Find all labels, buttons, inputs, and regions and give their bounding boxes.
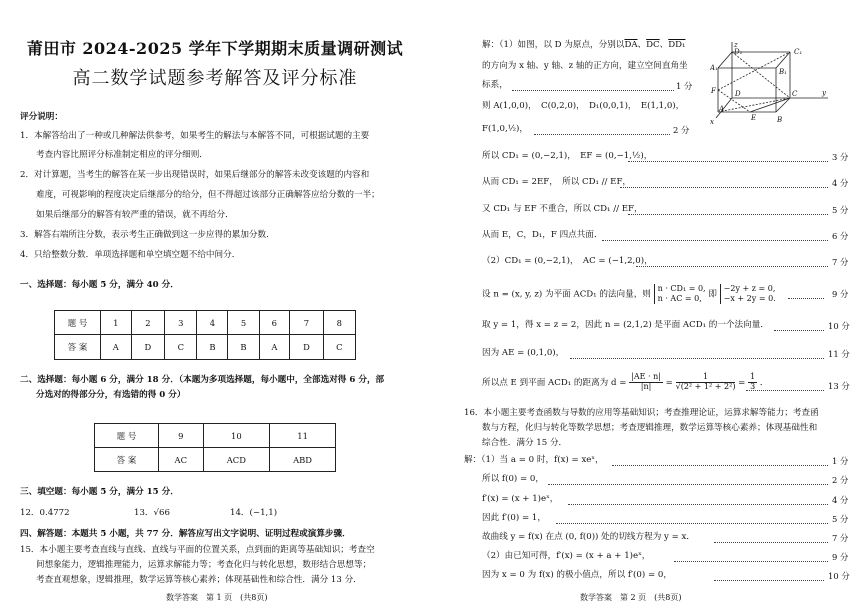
dotted-leader [788, 298, 824, 299]
table-cell: B [228, 335, 259, 360]
score-6: 6 分 [832, 231, 849, 241]
table-cell: 8 [323, 311, 355, 335]
table-cell: B [197, 335, 228, 360]
score-7: 7 分 [832, 257, 849, 267]
page-footer-2: 数学答案 第 2 页 (共8页) [580, 593, 682, 602]
note-line-4: 难度，可视影响的程度决定后继部分的给分，但不得超过该部分正确解答应给分数的一半； [36, 190, 380, 200]
fill-answer-14 [230, 508, 277, 518]
dotted-leader [620, 187, 828, 188]
section-solve-heading: 四、解答题：本题共 5 小题，共 77 分．解答应写出文字说明、证明过程或演算步骤． [20, 529, 351, 539]
fig-label: E [751, 114, 757, 122]
vector-DC: $\overline{DC}$ [646, 40, 660, 50]
table-cell: C [165, 335, 197, 360]
section-choice-heading: 一、选择题：每小题 5 分，满分 40 分． [20, 280, 179, 290]
table-cell: 9 [159, 424, 204, 448]
dotted-leader [774, 330, 824, 331]
table-cell: C [323, 335, 355, 360]
score-13: 13 分 [828, 381, 850, 391]
step-normal-vector: 设 n = (x, y, z) 为平面 ACD₁ 的法向量，则 n · CD₁ = 0, n · AC = 0, 即 −2y + z = 0, −x + 2y = 0. [482, 284, 776, 303]
fill-label: 12． [20, 508, 40, 518]
q15-desc-1: 15．本小题主要考查直线与直线、直线与平面的位置关系，点到面的距离等基础知识；考查空 [20, 545, 375, 555]
table-cell: 6 [259, 311, 290, 335]
q16-score-2: 2 分 [832, 475, 849, 485]
q16-score-1: 1 分 [832, 456, 849, 466]
fill-label: 13． [134, 508, 154, 518]
fig-label: D [735, 90, 741, 98]
table-cell: D [290, 335, 324, 360]
step-coplanar: 从而 E，C，D₁，F 四点共面． [482, 230, 603, 240]
section-fill-heading: 三、填空题：每小题 5 分，满分 15 分． [20, 487, 179, 497]
step-parallel-2: 又 CD₁ 与 EF 不重合，所以 CD₁ // EF， [482, 204, 643, 214]
coord-F: F(1,0,½)， [482, 124, 528, 134]
distance-fraction-1: $\frac{|AE \cdot n|}{|n|}$ [631, 372, 661, 391]
dotted-leader [570, 358, 824, 359]
right-page [452, 0, 860, 608]
table-cell: 2 [131, 311, 165, 335]
dotted-leader [534, 134, 670, 135]
q16-score-7: 7 分 [832, 533, 849, 543]
sol-intro-line-2: 的方向为 x 轴、y 轴、z 轴的正方向，建立空间直角坐 [482, 61, 688, 71]
step-distance: 所以点 E 到平面 ACD₁ 的距离为 d = $\frac{|AE \cdot n|}{|n|}$ = $\frac{1}{\text{√(2² + 1² + 2²)}}$ = $\frac{1}{3}$ ． [482, 372, 769, 391]
fig-label: C₁ [794, 48, 803, 56]
dotted-leader [512, 90, 674, 91]
dotted-leader [714, 580, 824, 581]
dotted-leader [628, 161, 828, 162]
sol-intro-line-1: 解：（1）如图，以 D 为原点，分别以$\overline{DA}$、$\overline{DC}$、DD₁ [482, 40, 686, 50]
fill-value: √66 [153, 508, 170, 518]
score-11: 11 分 [828, 349, 850, 359]
table-row-head: 答 案 [95, 448, 159, 472]
fig-label: B [777, 116, 783, 124]
table-cell: 4 [197, 311, 228, 335]
fig-label: A₁ [710, 64, 718, 72]
multi-answer-table [94, 423, 336, 472]
score-3: 3 分 [832, 152, 849, 162]
note-line-6: 3．解答右端所注分数，表示考生正确做到这一步应得的累加分数． [20, 230, 275, 240]
cuboid-figure [710, 40, 830, 126]
fig-label: z [734, 41, 738, 49]
fill-value: (−1,1) [249, 508, 278, 518]
step-cd1-ef: 所以 CD₁ = (0,−2,1)， EF = (0,−1,½)， [482, 151, 653, 161]
dotted-leader [636, 266, 828, 267]
q16-score-5: 5 分 [832, 514, 849, 524]
table-row-head: 题 号 [95, 424, 159, 448]
table-cell: A [259, 335, 290, 360]
q16-score-10: 10 分 [828, 571, 850, 581]
score-2: 2 分 [673, 125, 690, 135]
equation-system-2: −2y + z = 0, −x + 2y = 0. [720, 284, 776, 304]
table-cell: 1 [101, 311, 132, 335]
table-cell: ABD [270, 448, 336, 472]
q16-desc-3: 综合性．满分 15 分． [482, 438, 568, 448]
coord-line: 则 A(1,0,0)， C(0,2,0)， D₁(0,0,1)， E(1,1,0)， [482, 101, 685, 111]
table-cell: AC [159, 448, 204, 472]
note-line-2: 考查内容比照评分标准制定相应的评分细则． [36, 150, 208, 160]
vector-DD1: DD₁ [668, 40, 686, 50]
q16-score-4: 4 分 [832, 495, 849, 505]
q16-desc-2: 数与方程，化归与转化等数学思想；考查逻辑推理，数学运算等核心素养；体现基础性和 [482, 423, 818, 433]
dotted-leader [556, 523, 828, 524]
q16-desc-1: 16．本小题主要考查函数与导数的应用等基础知识；考查推理论证，运算求解等能力；考查函 [464, 408, 819, 418]
score-9: 9 分 [832, 289, 849, 299]
score-5: 5 分 [832, 205, 849, 215]
table-row-head: 答 案 [55, 335, 101, 360]
notes-heading: 评分说明： [20, 112, 63, 122]
q16-step-10: 因为 x = 0 为 f(x) 的极小值点，所以 f′(0) = 0， [482, 570, 672, 580]
step-vectors-2: （2）CD₁ = (0,−2,1)， AC = (−1,2,0)， [482, 256, 653, 266]
section-multi-heading: 二、选择题：每小题 6 分，满分 18 分．（本题为多项选择题，每小题中，全部选对得 6 分，部 [20, 375, 385, 385]
fig-label: D₁ [734, 48, 743, 56]
fig-label: A [719, 105, 725, 113]
fig-label: x [710, 118, 714, 126]
score-10: 10 分 [828, 321, 850, 331]
table-cell: 10 [203, 424, 270, 448]
exam-title: 莆田市 2024-2025 学年下学期期末质量调研测试 [26, 39, 404, 58]
dotted-leader [628, 214, 828, 215]
table-cell: 7 [290, 311, 324, 335]
fill-value: 0.4772 [39, 508, 70, 518]
note-line-5: 如果后继部分的解答有较严重的错误，就不再给分． [36, 210, 234, 220]
q16-score-9: 9 分 [832, 552, 849, 562]
q15-desc-3: 考查直观想象，逻辑推理，数学运算等核心素养；体现基础性和综合性．满分 13 分． [36, 575, 362, 585]
q16-step-5: 因此 f′(0) = 1， [482, 513, 546, 523]
page-footer-1: 数学答案 第 1 页 (共8页) [166, 593, 268, 602]
table-cell: ACD [203, 448, 270, 472]
q16-step-7: 故曲线 y = f(x) 在点 (0, f(0)) 处的切线方程为 y = x． [482, 532, 695, 542]
vector-DA: $\overline{DA}$ [624, 40, 638, 50]
distance-fraction-3: $\frac{1}{3}$ [750, 372, 756, 391]
dotted-leader [612, 465, 828, 466]
dotted-leader [548, 484, 828, 485]
fig-label: y [822, 89, 826, 97]
fig-label: F [711, 87, 716, 95]
step-ae: 因为 AE = (0,1,0)， [482, 348, 565, 358]
dotted-leader [602, 240, 828, 241]
dotted-leader [674, 561, 828, 562]
q16-step-9: （2）由已知可得，f′(x) = (x + a + 1)eˣ， [482, 551, 651, 561]
table-cell: 11 [270, 424, 336, 448]
table-cell: 3 [165, 311, 197, 335]
dotted-leader [714, 542, 828, 543]
table-cell: 5 [228, 311, 259, 335]
exam-subtitle: 高二数学试题参考解答及评分标准 [72, 68, 358, 89]
q16-step-1: 解：（1）当 a = 0 时，f(x) = xeˣ， [464, 455, 604, 465]
score-4: 4 分 [832, 178, 849, 188]
fill-label: 14． [230, 508, 250, 518]
fill-answer-13 [134, 508, 170, 518]
table-cell: A [101, 335, 132, 360]
step-take-normal: 取 y = 1，得 x = z = 2，因此 n = (2,1,2) 是平面 ACD₁ 的一个法向量． [482, 320, 769, 330]
sol-intro-line-3: 标系， [482, 80, 508, 90]
dotted-leader [746, 390, 824, 391]
table-row-head: 题 号 [55, 311, 101, 335]
q16-step-2: 所以 f(0) = 0， [482, 474, 544, 484]
table-cell: D [131, 335, 165, 360]
fig-label: C [792, 90, 798, 98]
dotted-leader [568, 504, 828, 505]
fig-label: B₁ [779, 68, 787, 76]
equation-system-1: n · CD₁ = 0, n · AC = 0, [654, 284, 706, 304]
step-parallel-1: 从而 CD₁ = 2EF， 所以 CD₁ // EF， [482, 177, 631, 187]
note-line-3: 2．对计算题，当考生的解答在某一步出现错误时，如果后继部分的解答未改变该题的内容和 [20, 170, 370, 180]
note-line-7: 4．只给整数分数．单项选择题和单空填空题不给中间分． [20, 250, 241, 260]
note-line-1: 1．本解答给出了一种或几种解法供参考，如果考生的解法与本解答不同，可根据试题的主要 [20, 131, 370, 141]
section-multi-heading-2: 分选对的得部分分，有选错的得 0 分） [36, 390, 186, 400]
choice-answer-table [54, 310, 356, 360]
distance-fraction-2: $\frac{1}{\text{√(2² + 1² + 2²)}}$ [675, 372, 736, 391]
score-1: 1 分 [676, 81, 693, 91]
q15-desc-2: 间想象能力，逻辑推理能力，运算求解能力等；考查化归与转化思想，数形结合思想等； [36, 560, 372, 570]
q16-step-4: f′(x) = (x + 1)eˣ， [482, 494, 559, 504]
fill-answer-12 [20, 508, 70, 518]
